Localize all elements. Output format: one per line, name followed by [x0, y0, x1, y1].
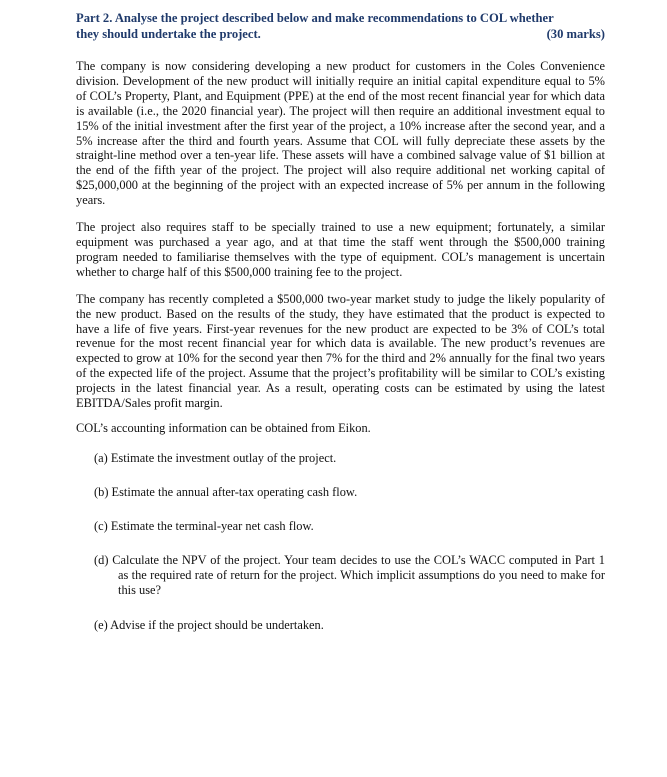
- paragraph-staff-training: The project also requires staff to be specially trained to use a new equipment; fortunately, a similar equipment was purchased a year ago, and at that time the staff went through the $500,000 training program needed to familiarise themselves with the type of equipment. COL’s management is uncertain whether to charge half of this $500,000 training fee to the project.: [76, 220, 605, 279]
- question-a: (a) Estimate the investment outlay of the project.: [94, 450, 337, 465]
- question-list: [76, 451, 605, 633]
- paragraph-market-study: The company has recently completed a $500,000 two-year market study to judge the likely popularity of the new product. Based on the results of the study, they have estimated that the product is expected to have a life of five years. First-year revenues for the new product are expected to be 3% of COL’s total revenue for the most recent financial year for which data is available. The new product’s revenues are expected to grow at 10% for the second year then 7% for the third and 2% annually for the final two years of the expected life of the project. Assume that the project’s profitability will be similar to COL’s existing projects in the latest financial year. As a result, operating costs can be estimated by using the latest EBITDA/Sales profit margin.: [76, 291, 605, 411]
- paragraph-capital-expenditure: The company is now considering developing a new product for customers in the Coles Convenience division. Development of the new product will initially require an initial capital expenditure equal to 5% of COL’s Property, Plant, and Equipment (PPE) at the end of the most recent financial year for which data is available (i.e., the 2020 financial year). The project will then require an additional investment equal to 15% of the initial investment after the first year of the project, a 10% increase after the second year, and a 5% increase after the third and fourth years. Assume that COL will fully depreciate these assets by the straight-line method over a ten-year life. These assets will have a combined salvage value of $1 billion at the end of the fifth year of the project. The project will also require additional net working capital of $25,000,000 at the beginning of the project with an expected increase of 5% per annum in the following years.: [76, 59, 605, 208]
- heading-line-1: Part 2. Analyse the project described below and make recommendations to COL whether: [76, 11, 554, 25]
- heading-line-2: they should undertake the project.: [76, 27, 261, 41]
- question-d: (d) Calculate the NPV of the project. Your team decides to use the COL’s WACC computed in Part 1 as the required rate of return for the project. Which implicit assumptions do you need to make for this use?: [94, 552, 605, 597]
- heading-line-2-row: [76, 26, 605, 42]
- paragraph-eikon-info: COL’s accounting information can be obtained from Eikon.: [76, 420, 371, 435]
- document-page: [76, 10, 605, 633]
- question-c: (c) Estimate the terminal-year net cash flow.: [94, 518, 314, 533]
- marks-label: (30 marks): [546, 27, 605, 41]
- question-b: (b) Estimate the annual after-tax operating cash flow.: [94, 484, 358, 499]
- question-e: (e) Advise if the project should be undertaken.: [94, 617, 324, 632]
- section-heading: [76, 10, 605, 42]
